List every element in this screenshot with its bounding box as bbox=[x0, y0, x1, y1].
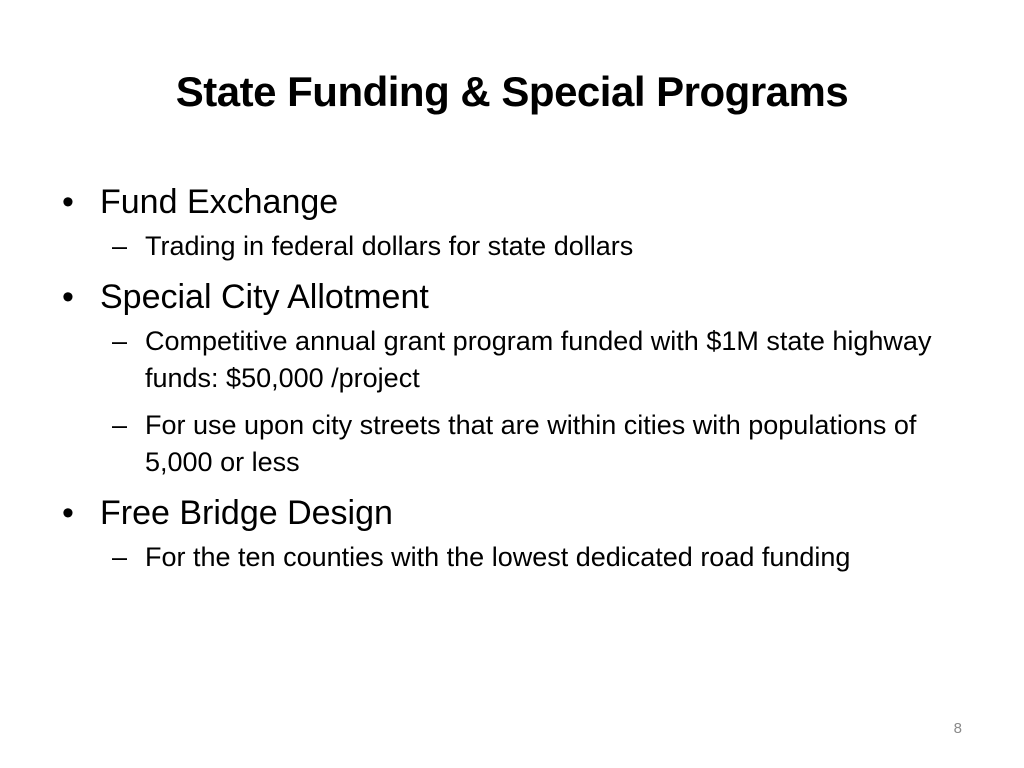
bullet-icon: • bbox=[62, 183, 74, 221]
bullet-label: Fund Exchange bbox=[100, 183, 339, 221]
bullet-item-fund-exchange bbox=[58, 180, 958, 224]
dash-icon: – bbox=[112, 326, 128, 356]
sub-bullet-item bbox=[100, 323, 958, 397]
sub-bullet-text: Competitive annual grant program funded with $1M state highway funds: $50,000 /project bbox=[145, 326, 932, 393]
bullet-icon: • bbox=[62, 278, 74, 316]
sub-bullet-item bbox=[100, 539, 958, 576]
bullet-item-free-bridge-design bbox=[58, 491, 958, 535]
dash-icon: – bbox=[112, 231, 128, 261]
sub-bullet-item bbox=[100, 228, 958, 265]
sub-bullet-item bbox=[100, 407, 958, 481]
dash-icon: – bbox=[112, 410, 128, 440]
bullet-label: Free Bridge Design bbox=[100, 494, 393, 532]
page-number: 8 bbox=[953, 720, 962, 737]
sub-bullet-text: Trading in federal dollars for state dollars bbox=[145, 231, 634, 261]
bullet-item-special-city-allotment bbox=[58, 275, 958, 319]
sub-bullet-text: For the ten counties with the lowest dedicated road funding bbox=[145, 542, 851, 572]
bullet-label: Special City Allotment bbox=[100, 278, 429, 316]
dash-icon: – bbox=[112, 542, 128, 572]
slide-title: State Funding & Special Programs bbox=[175, 68, 849, 115]
slide-body bbox=[58, 180, 958, 586]
sub-bullet-text: For use upon city streets that are within cities with populations of 5,000 or less bbox=[145, 410, 917, 477]
bullet-icon: • bbox=[62, 494, 74, 532]
